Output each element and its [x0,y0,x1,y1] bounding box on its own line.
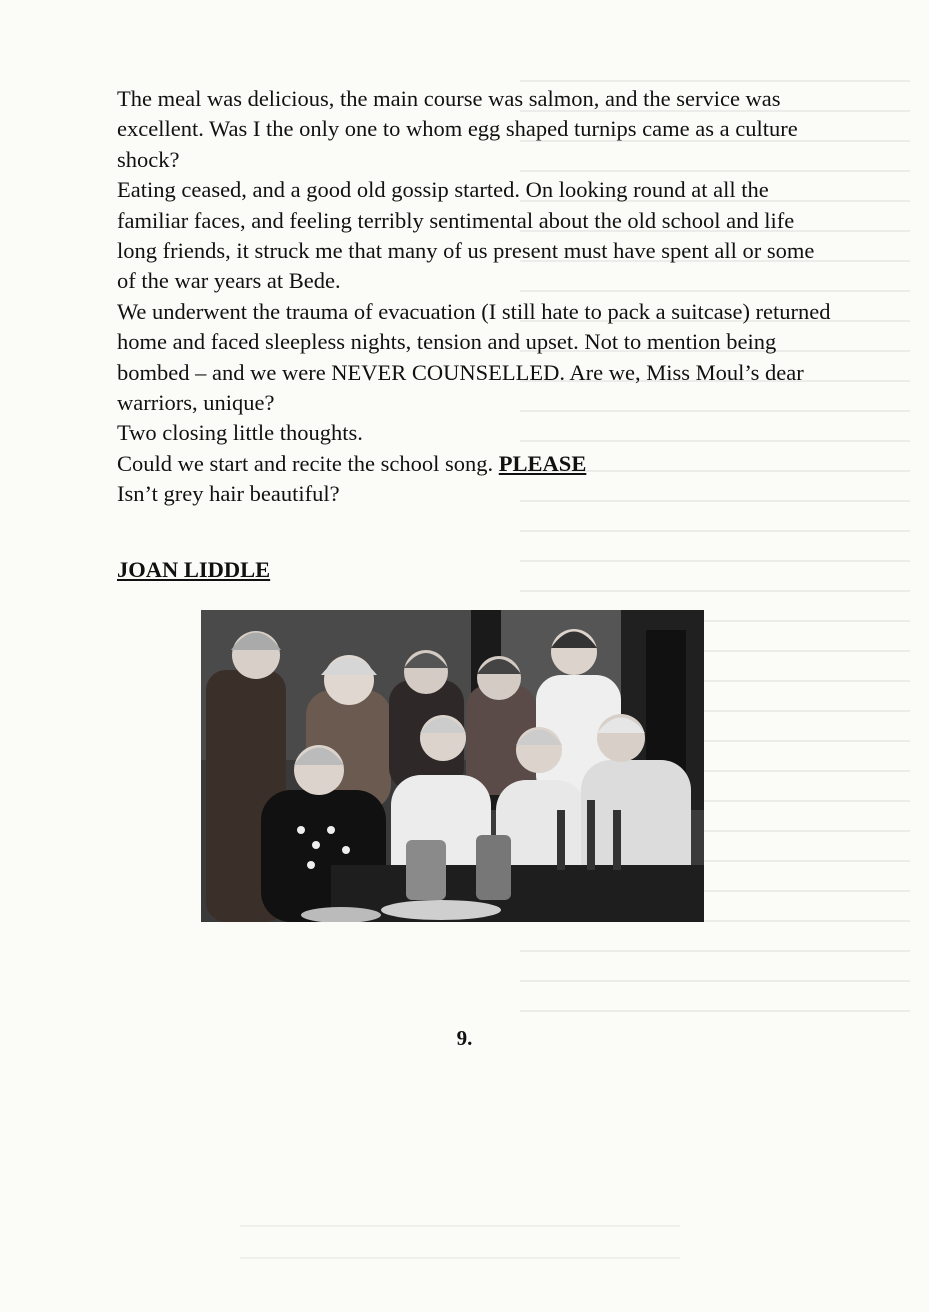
school-song-text: Could we start and recite the school song. [117,450,494,476]
body-text [117,84,837,510]
paragraph-school-song [117,449,837,479]
paragraph-meal: The meal was delicious, the main course was salmon, and the service was excellent. Was I the only one to whom egg shaped turnips came as a culture shock? [117,86,798,172]
page-number: 9. [456,1026,473,1050]
please-emphasis: PLEASE [498,450,587,476]
group-photo [201,610,704,922]
author-signature: JOAN LIDDLE [117,557,271,582]
reverse-side-bleed-bottom [240,1225,680,1295]
paragraph-evacuation: We underwent the trauma of evacuation (I still hate to pack a suitcase) returned home and faced sleepless nights, tension and upset. Not to mention being bombed – and we were NEVER COUNSELLED. Are we, Miss Moul’s dear warriors, unique? [117,298,831,416]
paragraph-closing-thoughts: Two closing little thoughts. [117,420,363,446]
paragraph-grey-hair: Isn’t grey hair beautiful? [117,481,340,507]
paragraph-gossip: Eating ceased, and a good old gossip started. On looking round at all the familiar faces, and feeling terribly sentimental about the old school and life long friends, it struck me that many of us present must have spent all or some of the war years at Bede. [117,177,815,294]
